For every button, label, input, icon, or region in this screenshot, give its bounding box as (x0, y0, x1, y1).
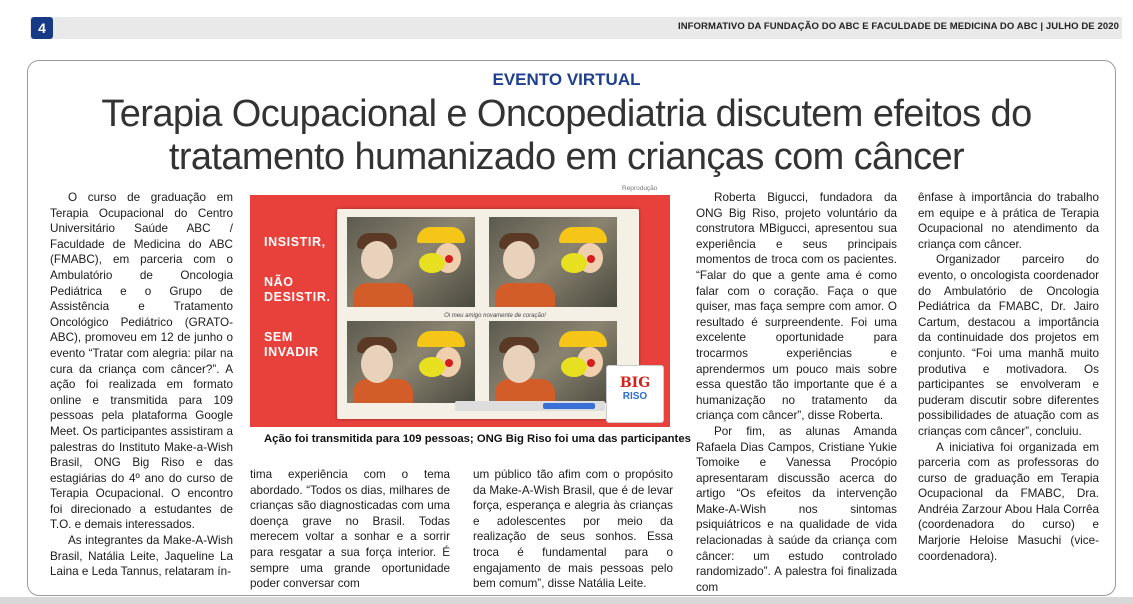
column-5 (918, 190, 1099, 564)
paragraph: um público tão afim com o propósito da Make-A-Wish Brasil, que é de levar força, esperança e alegria às crianças e adolescentes por meio da realização de seus sonhos. Essa troca é fundamental para o engajamento de mais pessoas pelo bem comum”, disse Natália Leite. (473, 468, 673, 591)
sign-text: SEM INVADIR (264, 330, 319, 359)
article-headline (60, 93, 1073, 179)
photo-banner-text: Oi meu amigo novamente de coração! (444, 313, 546, 319)
video-tile (489, 217, 617, 307)
video-tile (347, 217, 475, 307)
paragraph: O curso de graduação em Terapia Ocupacional do Centro Universitário Saúde ABC / Faculdade de Medicina do ABC (FMABC), em parceria com o Ambulatório de Oncologia Pediátrica e o Grupo de Assistência e Tratamento Oncológico Pediátrico (GRATO-ABC), promoveu em 12 de junho o evento “Tratar com alegria: pilar na cura da criança com câncer?”. A ação foi realizada em formato online e transmitida para 109 pessoas pela plataforma Google Meet. Os participantes assistiram a palestras do Instituto Make-a-Wish Brasil, ONG Big Riso e das estagiárias do 4º ano do curso de Terapia Ocupacional. O encontro foi direcionado a estudantes de T.O. e demais interessados. (50, 191, 233, 532)
column-4 (696, 190, 897, 595)
headline-line-1: Terapia Ocupacional e Oncopediatria discutem efeitos do (101, 93, 1032, 135)
video-tile (347, 321, 475, 403)
photo-signs (264, 235, 331, 385)
sign-text: INSISTIR, (264, 235, 326, 249)
article-photo (250, 195, 670, 427)
column-2 (250, 467, 450, 592)
paragraph: A iniciativa foi organizada em parceria com as professoras do curso de graduação em Terapia Ocupacional da FMABC, Dra. Andréia Zarzour Abou Hala Corrêa (coordenadora do curso) e Marjorie Heloise Masuchi (vice-coordenadora). (918, 440, 1099, 563)
headline-line-2: tratamento humanizado em crianças com câncer (168, 136, 965, 178)
publication-info: INFORMATIVO DA FUNDAÇÃO DO ABC E FACULDADE DE MEDICINA DO ABC | JULHO DE 2020 (677, 21, 1119, 32)
video-call-screen (337, 209, 639, 419)
sign-text: NÃO DESISTIR. (264, 275, 331, 304)
column-3 (473, 467, 673, 592)
paragraph: Por fim, as alunas Amanda Rafaela Dias Campos, Cristiane Yukie Tomoike e Vanessa Procópio apresentaram discussão acerca do artigo “Os efeitos da intervenção Make-A-Wish nos sintomas psiquiátricos e na qualidade de vida relacionadas à saúde da criança com câncer: um estudo controlado randomizado”. A palestra foi finalizada com (696, 424, 897, 594)
paragraph: Organizador parceiro do evento, o oncologista coordenador do Ambulatório de Oncologia Pediátrica da FMABC, Dr. Jairo Cartum, destacou a importância da continuidade dos projetos em conjunto. “Foi uma manhã muito produtiva e motivadora. Os participantes se envolveram e puderam discutir sobre diferentes possibilidades de atuação com as crianças com câncer”, concluiu. (918, 253, 1099, 438)
paragraph: As integrantes da Make-A-Wish Brasil, Natália Leite, Jaqueline La Laina e Leda Tannus, relataram ín- (50, 534, 233, 579)
paragraph: tima experiência com o tema abordado. “Todos os dias, milhares de crianças são diagnosticadas com uma doença grave no Brasil. Todas merecem voltar a sonhar e a sorrir para resgatar a sua força interior. É sempre uma grande oportunidade poder conversar com (250, 468, 450, 591)
page-edge (0, 597, 1133, 604)
page-number: 4 (31, 17, 53, 39)
photo-caption: Ação foi transmitida para 109 pessoas; ONG Big Riso foi uma das participantes (264, 433, 691, 445)
paragraph: ênfase à importância do trabalho em equipe e à prática de Terapia Ocupacional no atendimento da criança com câncer. (918, 191, 1099, 251)
paragraph: Roberta Bigucci, fundadora da ONG Big Riso, projeto voluntário da construtora MBigucci, apresentou sua experiência e seus principais momentos de troca com os pacientes. “Falar do que a gente ama é como falar com o coração. Faça o que quiser, mas faça sempre com amor. O resultado é surpreendente. Foi uma excelente oportunidade para trocarmos experiências e aprendermos um pouco mais sobre essa questão tão importante que é a humanização no tratamento da criança com câncer”, disse Roberta. (696, 191, 897, 423)
section-label: EVENTO VIRTUAL (492, 70, 641, 89)
meet-toolbar (455, 401, 605, 411)
big-riso-logo: BIG RISO (606, 365, 664, 423)
video-tile (489, 321, 617, 403)
photo-credit: Reprodução (622, 185, 658, 192)
column-1 (50, 190, 233, 580)
